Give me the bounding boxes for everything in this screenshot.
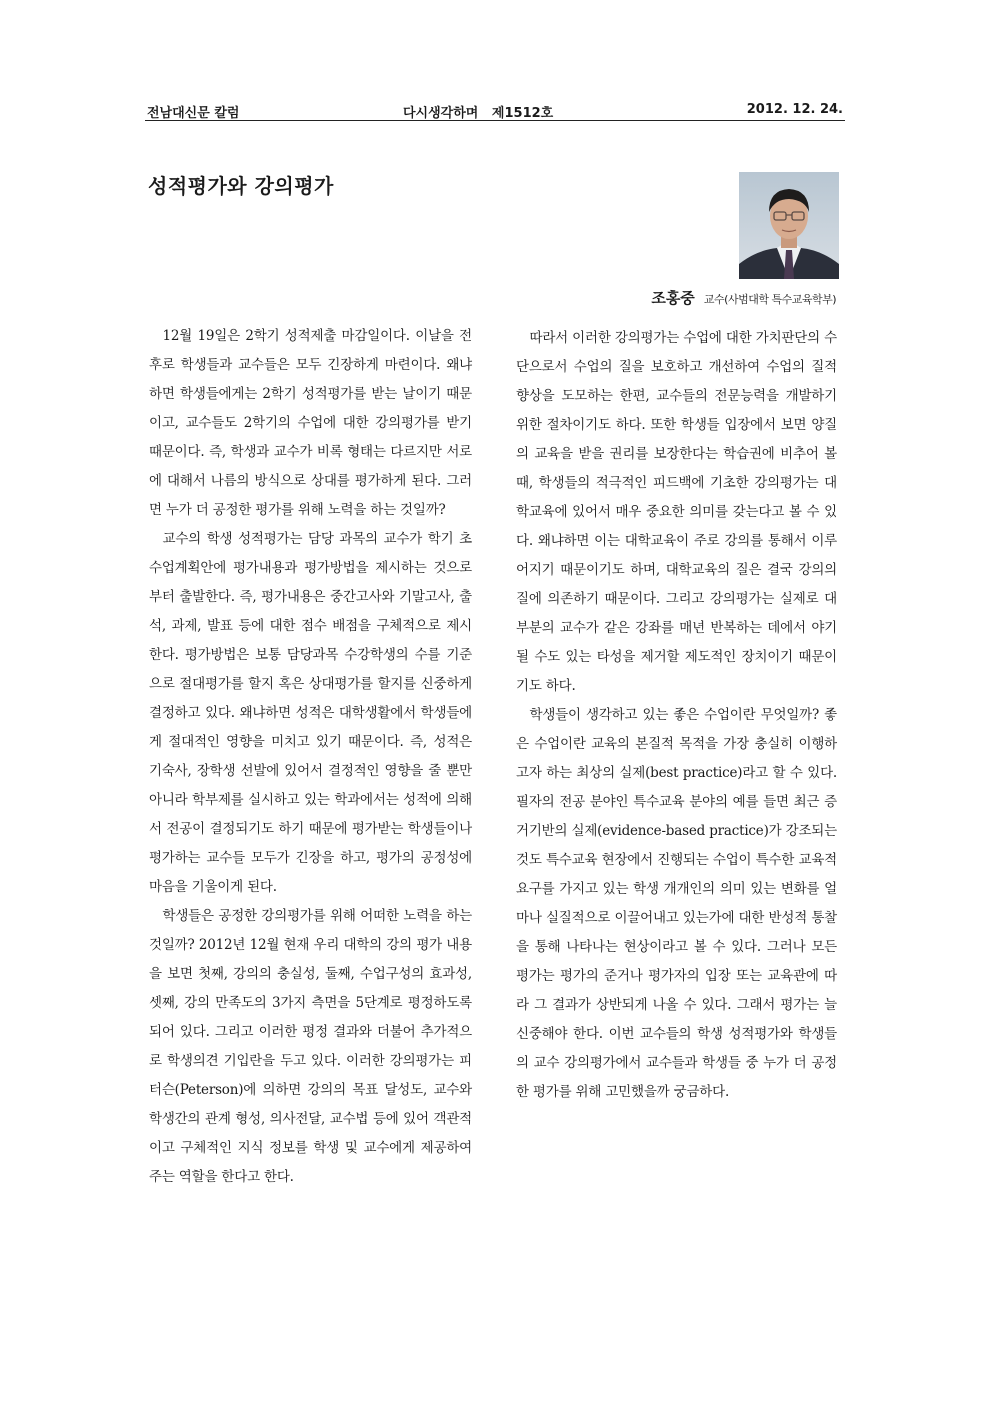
body-paragraph: 학생들은 공정한 강의평가를 위해 어떠한 노력을 하는 것일까? 2012년 12월 현재 우리 대학의 강의 평가 내용을 보면 첫째, 강의의 충실성, 둘째, 수업구성의 효과성, 셋째, 강의 만족도의 3가지 측면을 5단계로 평정하도록 되어 있다. 그리고 이러한 평정 결과와 더불어 추가적으로 학생의견 기입란을 두고 있다. 이러한 강의평가는 피터슨(Peterson)에 의하면 강의의 목표 달성도, 교수와 학생간의 관계 형성, 의사전달, 교수법 등에 있어 객관적이고 구체적인 지식 정보를 학생 및 교수에게 제공하여 주는 역할을 한다고 한다. bbox=[149, 908, 472, 1185]
article-title: 성적평가와 강의평가 bbox=[148, 174, 334, 198]
body-paragraph: 12월 19일은 2학기 성적제출 마감일이다. 이날을 전 후로 학생들과 교수들은 모두 긴장하게 마련이다. 왜냐하면 학생들에게는 2학기 성적평가를 받는 날이기 때문이고, 교수들도 2학기의 수업에 대한 강의평가를 받기 때문이다. 즉, 학생과 교수가 비록 형태는 다르지만 서로에 대해서 나름의 방식으로 상대를 평가하게 된다. 그러면 누가 더 공정한 평가를 위해 노력을 하는 것일까? bbox=[149, 328, 472, 518]
body-paragraph: 따라서 이러한 강의평가는 수업에 대한 가치판단의 수단으로서 수업의 질을 보호하고 개선하여 수업의 질적 향상을 도모하는 한편, 교수들의 전문능력을 개발하기 위한 절차이기도 하다. 또한 학생들 입장에서 보면 양질의 교육을 받을 권리를 보장한다는 학습권에 비추어 볼 때, 학생들의 적극적인 피드백에 기초한 강의평가는 대학교육에 있어서 매우 중요한 의미를 갖는다고 볼 수 있다. 왜냐하면 이는 대학교육이 주로 강의를 통해서 이루어지기 때문이기도 하며, 대학교육의 질은 결국 강의의 질에 의존하기 때문이다. 그리고 강의평가는 실제로 대부분의 교수가 같은 강좌를 매년 반복하는 데에서 야기될 수도 있는 타성을 제거할 제도적인 장치이기 때문이기도 하다. bbox=[516, 330, 837, 694]
author-byline bbox=[651, 287, 836, 308]
author-affiliation: 교수(사범대학 특수교육학부) bbox=[703, 293, 836, 306]
publication-date: 2012. 12. 24. bbox=[746, 102, 843, 117]
article-column-left bbox=[149, 322, 472, 1192]
author-photo bbox=[739, 172, 839, 279]
body-paragraph: 학생들이 생각하고 있는 좋은 수업이란 무엇일까? 좋은 수업이란 교육의 본질적 목적을 가장 충실히 이행하고자 하는 최상의 실제(best practice)라고 할 수 있다. 필자의 전공 분야인 특수교육 분야의 예를 들면 최근 증거기반의 실제(evidence-based practice)가 강조되는 것도 특수교육 현장에서 진행되는 수업이 특수한 교육적 요구를 가지고 있는 학생 개개인의 의미 있는 변화를 얼마나 실질적으로 이끌어내고 있는가에 대한 반성적 통찰을 통해 나타나는 현상이라고 볼 수 있다. 그러나 모든 평가는 평가의 준거나 평가자의 입장 또는 교육관에 따라 그 결과가 상반되게 나올 수 있다. 그래서 평가는 늘 신중해야 한다. 이번 교수들의 학생 성적평가와 학생들의 교수 강의평가에서 교수들과 학생들 중 누가 더 공정한 평가를 위해 고민했을까 궁금하다. bbox=[516, 707, 837, 1100]
body-paragraph: 교수의 학생 성적평가는 담당 과목의 교수가 학기 초 수업계획안에 평가내용과 평가방법을 제시하는 것으로부터 출발한다. 즉, 평가내용은 중간고사와 기말고사, 출석, 과제, 발표 등에 대한 점수 배점을 구체적으로 제시한다. 평가방법은 보통 담당과목 수강학생의 수를 기준으로 절대평가를 할지 혹은 상대평가를 할지를 신중하게 결정하고 있다. 왜냐하면 성적은 대학생활에서 학생들에게 절대적인 영향을 미치고 있기 때문이다. 즉, 성적은 기숙사, 장학생 선발에 있어서 결정적인 영향을 줄 뿐만 아니라 학부제를 실시하고 있는 학과에서는 성적에 의해서 전공이 결정되기도 하기 때문에 평가받는 학생들이나 평가하는 교수들 모두가 긴장을 하고, 평가의 공정성에 마음을 기울이게 된다. bbox=[149, 531, 472, 895]
publication-name: 전남대신문 칼럼 bbox=[147, 106, 240, 121]
newspaper-header bbox=[145, 100, 845, 121]
author-name: 조홍중 bbox=[651, 289, 695, 307]
column-issue: 다시생각하며 제1512호 bbox=[403, 106, 554, 121]
article-column-right bbox=[516, 324, 837, 1107]
